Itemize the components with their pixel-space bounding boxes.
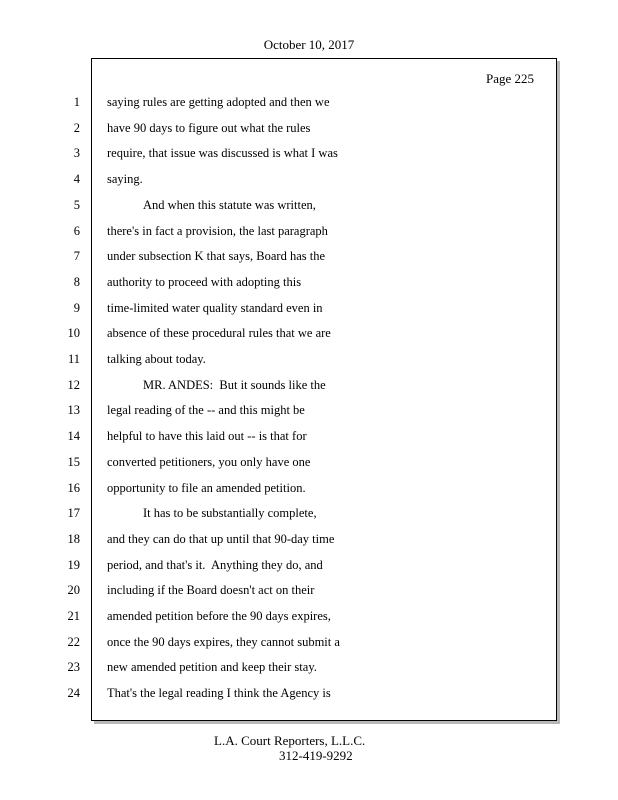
line-text: there's in fact a provision, the last paragraph — [107, 224, 328, 238]
line-text: converted petitioners, you only have one — [107, 455, 311, 469]
line-text: absence of these procedural rules that we are — [107, 326, 331, 340]
line-number: 18 — [67, 532, 80, 546]
line-number: 5 — [73, 198, 80, 212]
line-text: talking about today. — [107, 352, 206, 366]
line-number: 22 — [67, 635, 80, 649]
line-number: 17 — [67, 506, 80, 520]
line-text: saying rules are getting adopted and then we — [107, 95, 330, 109]
line-number: 2 — [73, 121, 80, 135]
line-text: saying. — [107, 172, 143, 186]
line-text: require, that issue was discussed is what I was — [107, 146, 338, 160]
line-text: have 90 days to figure out what the rules — [107, 121, 311, 135]
line-text: And when this statute was written, — [143, 198, 316, 212]
line-text: new amended petition and keep their stay. — [107, 660, 317, 674]
reporter-company: L.A. Court Reporters, L.L.C. — [214, 733, 366, 748]
line-text: legal reading of the -- and this might be — [107, 403, 305, 417]
line-text: authority to proceed with adopting this — [107, 275, 302, 289]
line-text: opportunity to file an amended petition. — [107, 481, 306, 495]
line-number: 13 — [67, 403, 80, 417]
line-number: 3 — [73, 146, 80, 160]
line-number: 12 — [67, 378, 80, 392]
line-text: and they can do that up until that 90-day time — [107, 532, 335, 546]
line-number: 15 — [67, 455, 80, 469]
line-number: 1 — [73, 95, 80, 109]
line-text: MR. ANDES: But it sounds like the — [143, 378, 326, 392]
line-number: 11 — [67, 352, 80, 366]
line-number: 10 — [67, 326, 80, 340]
line-number: 24 — [67, 686, 80, 700]
transcript-date: October 10, 2017 — [263, 37, 355, 52]
line-number: 19 — [67, 558, 80, 572]
line-number: 6 — [73, 224, 80, 238]
line-text: once the 90 days expires, they cannot submit a — [107, 635, 340, 649]
line-text: It has to be substantially complete, — [143, 506, 317, 520]
line-number: 21 — [67, 609, 80, 623]
line-text: helpful to have this laid out -- is that for — [107, 429, 307, 443]
line-text: amended petition before the 90 days expires, — [107, 609, 331, 623]
line-text: time-limited water quality standard even in — [107, 301, 323, 315]
line-number: 14 — [67, 429, 80, 443]
reporter-phone: 312-419-9292 — [279, 748, 353, 763]
line-text: That's the legal reading I think the Agency is — [107, 686, 331, 700]
line-number: 20 — [67, 583, 80, 597]
line-text: under subsection K that says, Board has the — [107, 249, 326, 263]
page-number: Page 225 — [485, 71, 534, 86]
line-text: including if the Board doesn't act on their — [107, 583, 315, 597]
line-number: 9 — [73, 301, 80, 315]
line-number: 16 — [67, 481, 80, 495]
line-number: 23 — [67, 660, 80, 674]
line-number: 7 — [73, 249, 80, 263]
line-number: 8 — [73, 275, 80, 289]
line-text: period, and that's it. Anything they do, and — [107, 558, 323, 572]
line-number: 4 — [73, 172, 80, 186]
